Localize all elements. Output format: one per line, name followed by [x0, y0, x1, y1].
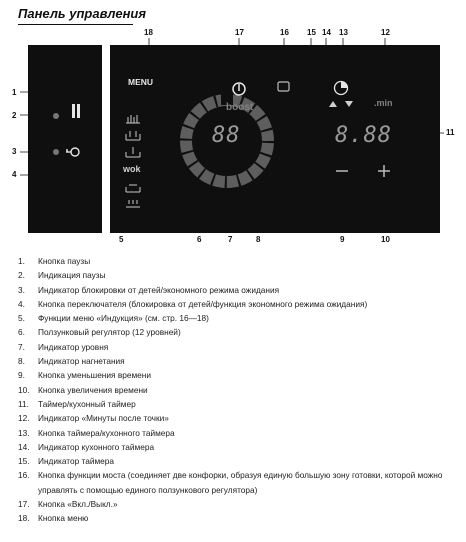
- page-title: Панель управления: [18, 6, 147, 21]
- legend-list: [18, 254, 458, 526]
- legend-item: [18, 340, 458, 354]
- callout-15: 15: [307, 28, 316, 37]
- pause-icon-bar-left[interactable]: [72, 104, 75, 118]
- menu-function-icon-3[interactable]: [126, 147, 140, 157]
- legend-item-number: 2.: [18, 270, 25, 281]
- pause-icon-bar-right[interactable]: [77, 104, 80, 118]
- legend-item-text: Индикатор уровня: [38, 341, 109, 352]
- pause-indicator-led: [53, 113, 59, 119]
- legend-item-text: Индикатор таймера: [38, 456, 115, 467]
- legend-item-text: Кнопка функции моста (соединяет две конфорки, образуя единую большую зону готовки, которой можно управлять с помощью единого ползункового регулятора): [38, 470, 443, 495]
- timer-display: 8.88: [335, 123, 392, 148]
- legend-item: [18, 283, 458, 297]
- legend-item-text: Индикатор блокировки от детей/экономного режима ожидания: [38, 284, 280, 295]
- legend-item-text: Индикатор кухонного таймера: [38, 441, 155, 452]
- legend-item: [18, 325, 458, 339]
- legend-item: [18, 368, 458, 382]
- legend-item-number: 16.: [18, 470, 30, 481]
- legend-item: [18, 411, 458, 425]
- legend-item: [18, 468, 458, 497]
- callout-3: 3: [12, 147, 17, 156]
- callout-16: 16: [280, 28, 289, 37]
- legend-item-text: Индикатор нагнетания: [38, 356, 125, 367]
- legend-item: [18, 354, 458, 368]
- legend-item-number: 8.: [18, 356, 25, 367]
- legend-item: [18, 497, 458, 511]
- legend-item-number: 18.: [18, 513, 30, 524]
- legend-item: [18, 383, 458, 397]
- boost-indicator: boost: [226, 102, 254, 113]
- legend-item-text: Индикатор «Минуты после точки»: [38, 413, 169, 424]
- kitchen-timer-indicator-triangle-down-icon: [345, 101, 353, 107]
- legend-item: [18, 440, 458, 454]
- legend-item: [18, 297, 458, 311]
- plus-icon[interactable]: [378, 165, 390, 177]
- legend-item-number: 6.: [18, 327, 25, 338]
- callout-2: 2: [12, 111, 17, 120]
- callout-7: 7: [228, 235, 233, 244]
- legend-item-text: Кнопка паузы: [38, 256, 91, 266]
- legend-item-number: 12.: [18, 413, 30, 424]
- legend-item: [18, 254, 458, 268]
- callout-12: 12: [381, 28, 390, 37]
- callout-14: 14: [322, 28, 331, 37]
- level-display: 88: [212, 123, 241, 148]
- legend-item: [18, 426, 458, 440]
- legend-item-text: Кнопка «Вкл./Выкл.»: [38, 499, 118, 510]
- timer-clock-icon[interactable]: [335, 82, 348, 95]
- legend-item-text: Кнопка переключателя (блокировка от детей/функция экономного режима ожидания): [38, 298, 368, 309]
- legend-item-text: Кнопка таймера/кухонного таймера: [38, 427, 175, 438]
- legend-item-text: Ползунковый регулятор (12 уровней): [38, 327, 181, 338]
- callout-1: 1: [12, 88, 17, 97]
- wok-menu-label[interactable]: wok: [123, 164, 141, 174]
- bridge-icon[interactable]: [278, 82, 289, 91]
- menu-function-icon-5[interactable]: [126, 200, 140, 207]
- left-control-panel: [28, 45, 102, 233]
- menu-function-icon-4[interactable]: [126, 185, 140, 192]
- timer-indicator-triangle-up-icon: [329, 101, 337, 107]
- legend-item-number: 10.: [18, 384, 30, 395]
- callout-10: 10: [381, 235, 390, 244]
- legend-item-number: 14.: [18, 441, 30, 452]
- legend-item-text: Кнопка уменьшения времени: [38, 370, 151, 381]
- legend-item-number: 17.: [18, 499, 30, 510]
- callout-5: 5: [119, 235, 124, 244]
- legend-item: [18, 397, 458, 411]
- power-icon[interactable]: [233, 83, 245, 95]
- legend-item-number: 9.: [18, 370, 25, 381]
- legend-item-number: 13.: [18, 427, 30, 438]
- callout-17: 17: [235, 28, 244, 37]
- callout-13: 13: [339, 28, 348, 37]
- legend-item-number: 1.: [18, 256, 25, 266]
- legend-item-text: Кнопка меню: [38, 513, 89, 524]
- key-lock-icon[interactable]: [66, 148, 79, 156]
- minutes-after-dot-label: .min: [374, 98, 393, 108]
- main-control-panel: [110, 45, 440, 233]
- legend-item-number: 7.: [18, 341, 25, 352]
- legend-item-text: Таймер/кухонный таймер: [38, 398, 136, 409]
- legend-item: [18, 454, 458, 468]
- menu-button[interactable]: MENU: [128, 77, 154, 87]
- callout-8: 8: [256, 235, 261, 244]
- legend-item-text: Индикация паузы: [38, 270, 106, 281]
- legend-item-number: 3.: [18, 284, 25, 295]
- callout-4: 4: [12, 170, 17, 179]
- menu-function-icon-1[interactable]: [126, 115, 140, 123]
- legend-item: [18, 511, 458, 525]
- callout-18: 18: [144, 28, 153, 37]
- legend-item: [18, 268, 458, 282]
- legend-item-text: Функции меню «Индукция» (см. стр. 16—18): [38, 313, 209, 324]
- legend-item-text: Кнопка увеличения времени: [38, 384, 148, 395]
- callout-9: 9: [340, 235, 345, 244]
- callout-6: 6: [197, 235, 202, 244]
- callout-11: 11: [446, 128, 455, 137]
- menu-function-icon-2[interactable]: [126, 131, 140, 140]
- legend-item: [18, 311, 458, 325]
- legend-item-number: 4.: [18, 298, 25, 309]
- legend-item-number: 11.: [18, 398, 29, 409]
- legend-item-number: 5.: [18, 313, 25, 324]
- legend-item-number: 15.: [18, 456, 30, 467]
- lock-indicator-led: [53, 149, 59, 155]
